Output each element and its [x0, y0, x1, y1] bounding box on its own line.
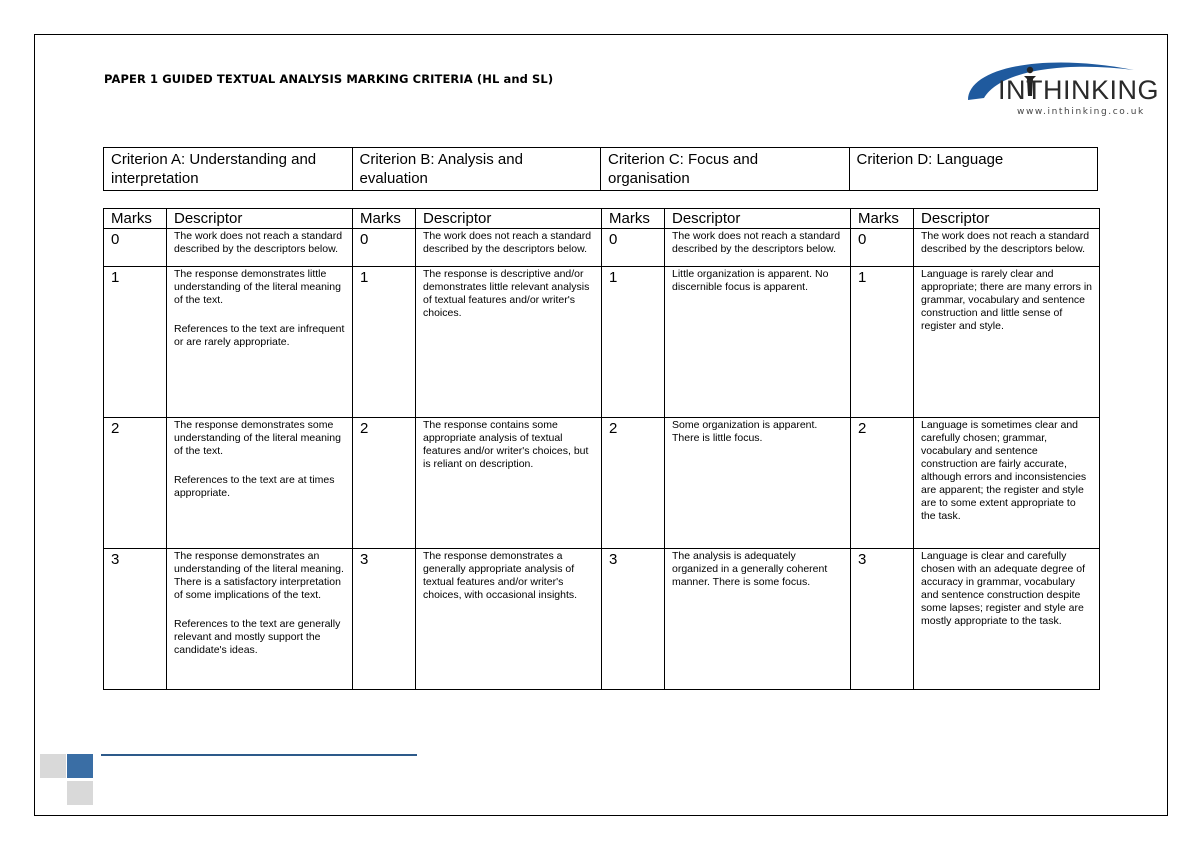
- descriptor-cell: [665, 267, 851, 418]
- descriptor-cell: [914, 267, 1100, 418]
- criterion-d: Criterion D: Language: [849, 148, 1098, 191]
- descriptor-text: The response demonstrates an understanding of the literal meaning. There is a satisfactory interpretation of some implications of the text.: [174, 550, 344, 601]
- descriptor-cell: [665, 418, 851, 549]
- mark-value: 1: [104, 267, 167, 418]
- logo-url: www.inthinking.co.uk: [1017, 107, 1145, 117]
- criterion-a: Criterion A: Understanding and interpretation: [104, 148, 353, 191]
- mark-value: 0: [851, 229, 914, 267]
- descriptor-text: The work does not reach a standard described by the descriptors below.: [174, 230, 343, 255]
- rubric-row: [104, 549, 1100, 690]
- marks-header: Marks: [353, 209, 416, 229]
- descriptor-text: The work does not reach a standard described by the descriptors below.: [672, 230, 841, 255]
- criteria-row: [104, 148, 1098, 191]
- mark-value: 0: [104, 229, 167, 267]
- criterion-b: Criterion B: Analysis and evaluation: [352, 148, 601, 191]
- criteria-header-table: [103, 147, 1098, 191]
- mark-value: 3: [353, 549, 416, 690]
- descriptor-text: References to the text are at times appropriate.: [174, 474, 335, 499]
- descriptor-text: The response demonstrates a generally appropriate analysis of textual features and/or writer's choices, with occasional insights.: [423, 550, 578, 601]
- marks-header: Marks: [602, 209, 665, 229]
- rubric-row: [104, 267, 1100, 418]
- mark-value: 1: [353, 267, 416, 418]
- rubric-table: [103, 208, 1100, 690]
- descriptor-text: Language is sometimes clear and carefully chosen; grammar, vocabulary and sentence construction are fairly accurate, although errors and inconsistencies are apparent; the register and style are to some extent appropriate to the task.: [921, 419, 1087, 522]
- mark-value: 3: [104, 549, 167, 690]
- marks-header: Marks: [851, 209, 914, 229]
- footer-rule: [101, 754, 417, 756]
- mark-value: 2: [104, 418, 167, 549]
- descriptor-cell: [416, 267, 602, 418]
- descriptor-cell: [167, 229, 353, 267]
- descriptor-text: Language is clear and carefully chosen with an adequate degree of accuracy in grammar, vocabulary and sentence construction despite some lapses; register and style are mostly appropriate to the task.: [921, 550, 1086, 627]
- descriptor-text: The response demonstrates little understanding of the literal meaning of the text.: [174, 268, 341, 306]
- mark-value: 1: [602, 267, 665, 418]
- descriptor-cell: [416, 229, 602, 267]
- descriptor-cell: [914, 418, 1100, 549]
- descriptor-text: The response is descriptive and/or demonstrates little relevant analysis of textual features and/or writer's choices.: [423, 268, 590, 319]
- mark-value: 2: [851, 418, 914, 549]
- descriptor-text: The response demonstrates some understanding of the literal meaning of the text.: [174, 419, 341, 457]
- descriptor-cell: [665, 229, 851, 267]
- rubric-header-row: [104, 209, 1100, 229]
- descriptor-text: The analysis is adequately organized in a generally coherent manner. There is some focus.: [672, 550, 828, 588]
- marks-header: Marks: [104, 209, 167, 229]
- descriptor-text: The response contains some appropriate analysis of textual features and/or writer's choices, but is reliant on description.: [423, 419, 589, 470]
- descriptor-cell: [167, 267, 353, 418]
- footer-grey-square: [67, 781, 93, 805]
- mark-value: 3: [602, 549, 665, 690]
- descriptor-text: Some organization is apparent. There is little focus.: [672, 419, 818, 444]
- descriptor-text: The work does not reach a standard described by the descriptors below.: [921, 230, 1090, 255]
- footer-grey-square: [40, 754, 66, 778]
- logo-wordmark: INTHINKING: [998, 75, 1160, 105]
- descriptor-cell: [914, 549, 1100, 690]
- mark-value: 0: [353, 229, 416, 267]
- descriptor-cell: [416, 418, 602, 549]
- descriptor-text: Language is rarely clear and appropriate; there are many errors in grammar, vocabulary and sentence construction and little sense of register and style.: [921, 268, 1092, 332]
- footer-accent-square: [67, 754, 93, 778]
- descriptor-header: Descriptor: [914, 209, 1100, 229]
- descriptor-header: Descriptor: [665, 209, 851, 229]
- rubric-row: [104, 229, 1100, 267]
- mark-value: 2: [602, 418, 665, 549]
- descriptor-cell: [914, 229, 1100, 267]
- descriptor-cell: [416, 549, 602, 690]
- document-title: PAPER 1 GUIDED TEXTUAL ANALYSIS MARKING CRITERIA (HL and SL): [104, 72, 554, 86]
- descriptor-cell: [665, 549, 851, 690]
- descriptor-text: References to the text are generally relevant and mostly support the candidate's ideas.: [174, 618, 341, 656]
- rubric-row: [104, 418, 1100, 549]
- inthinking-logo: [962, 50, 1160, 120]
- mark-value: 3: [851, 549, 914, 690]
- descriptor-cell: [167, 418, 353, 549]
- mark-value: 0: [602, 229, 665, 267]
- descriptor-header: Descriptor: [416, 209, 602, 229]
- mark-value: 2: [353, 418, 416, 549]
- descriptor-cell: [167, 549, 353, 690]
- descriptor-text: Little organization is apparent. No discernible focus is apparent.: [672, 268, 829, 293]
- descriptor-header: Descriptor: [167, 209, 353, 229]
- descriptor-text: The work does not reach a standard described by the descriptors below.: [423, 230, 592, 255]
- criterion-c: Criterion C: Focus and organisation: [601, 148, 850, 191]
- descriptor-text: References to the text are infrequent or are rarely appropriate.: [174, 323, 345, 348]
- mark-value: 1: [851, 267, 914, 418]
